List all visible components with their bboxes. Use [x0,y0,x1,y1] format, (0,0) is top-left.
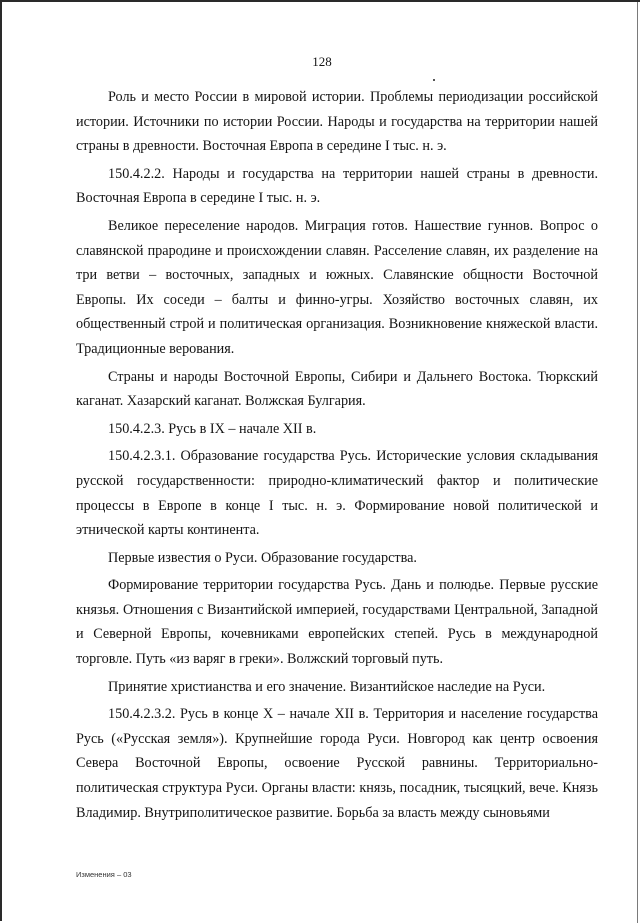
section-heading-150-4-2-3-1: 150.4.2.3.1. Образование государства Русь. Исторические условия складывания русской государственности: природно-климатический фактор и политические процессы в Европе в конце I тыс. н. э. Формирование новой политической и этнической карты континента. [76,448,598,539]
paragraph-migration: Великое переселение народов. Миграция готов. Нашествие гуннов. Вопрос о славянской прародине и происхождении славян. Расселение славян, их разделение на три ветви – восточных, западных и южных. Славянские общности Восточной Европы. Их соседи – балты и финно-угры. Хозяйство восточных славян, их общественный строй и политическая организация. Возникновение княжеской власти. Традиционные верования. [76,217,598,357]
section-heading-150-4-2-3-2: 150.4.2.3.2. Русь в конце X – начале XII в. Территория и население государства Русь («Русская земля»). Крупнейшие города Руси. Новгород как центр освоения Севера Восточной Европы, освоение Русской равнины. Территориально-политическая структура Руси. Органы власти: князь, посадник, тысяцкий, вече. Князь Владимир. Внутриполитическое развитие. Борьба за власть между сыновьями [76,706,598,821]
scan-speck [433,79,435,81]
paragraph-christianity: Принятие христианства и его значение. Византийское наследие на Руси. [108,678,546,695]
paragraph-intro: Роль и место России в мировой истории. Проблемы периодизации российской истории. Источники по истории России. Народы и государства на территории нашей страны в древности. Восточная Европа в середине I тыс. н. э. [76,89,598,155]
paragraph-territory: Формирование территории государства Русь. Дань и полюдье. Первые русские князья. Отношения с Византийской империей, государствами Центральной, Западной и Северной Европы, кочевниками европейских степей. Русь в международной торговле. Путь «из варяг в греки». Волжский торговый путь. [76,577,598,668]
document-body [76,85,598,828]
revision-footer: Изменения – 03 [76,870,132,879]
paragraph-first-news: Первые известия о Руси. Образование государства. [108,549,417,566]
page-number: 128 [312,54,332,69]
section-heading-150-4-2-2: 150.4.2.2. Народы и государства на территории нашей страны в древности. Восточная Европа в середине I тыс. н. э. [76,165,598,207]
paragraph-peoples: Страны и народы Восточной Европы, Сибири и Дальнего Востока. Тюркский каганат. Хазарский каганат. Волжская Булгария. [76,368,598,410]
page-edge [637,2,638,923]
section-heading-150-4-2-3: 150.4.2.3. Русь в IX – начале XII в. [108,420,317,437]
